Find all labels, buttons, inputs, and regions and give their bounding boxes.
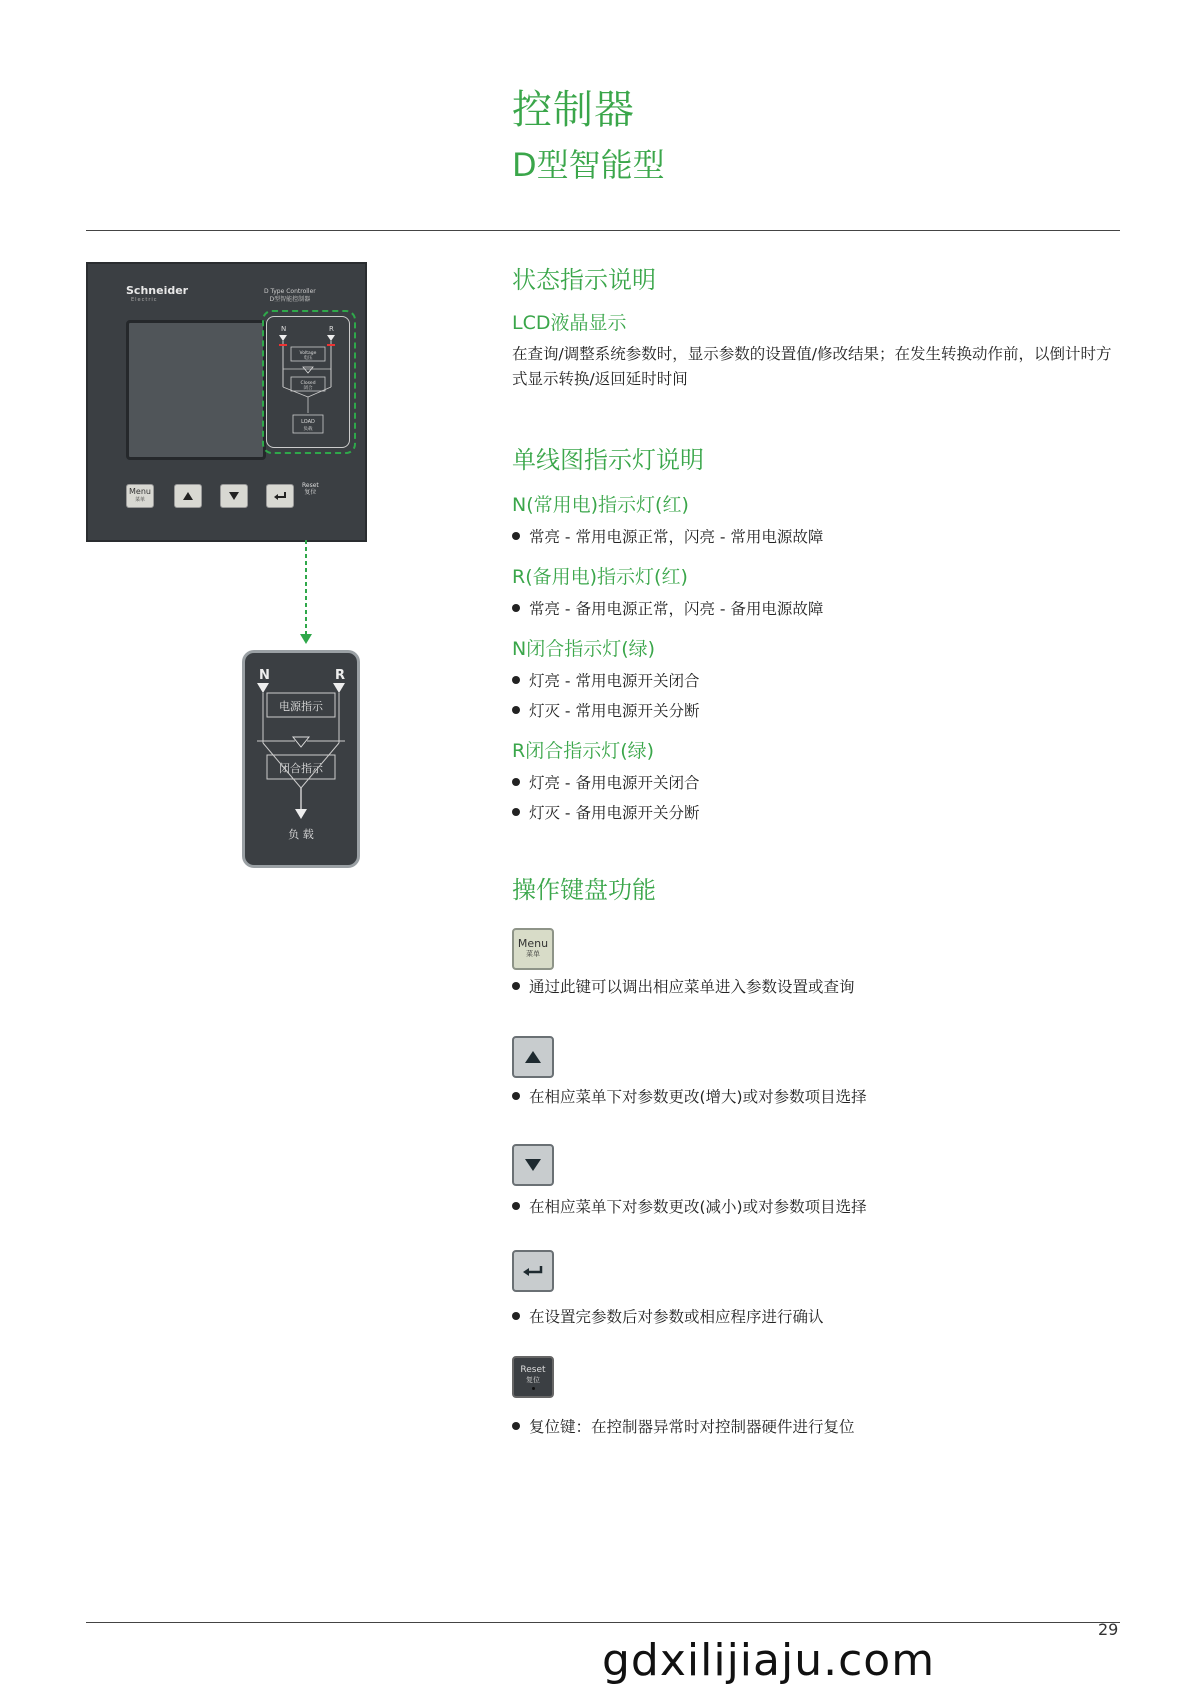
zoom-load: 负 载 <box>288 828 314 841</box>
single-line-panel <box>266 316 350 448</box>
zoom-n-label: N <box>259 668 270 683</box>
lcd-heading: LCD液晶显示 <box>512 312 627 334</box>
zoomed-diagram-icon <box>245 653 357 865</box>
header-divider <box>86 230 1120 231</box>
menu-key[interactable]: Menu 菜单 <box>126 484 154 508</box>
panel-voltage: Voltage <box>299 351 317 356</box>
status-heading: 状态指示说明 <box>512 266 656 294</box>
panel-closed: Closed <box>300 381 316 386</box>
list-item: 常亮 - 常用电源正常，闪亮 - 常用电源故障 <box>512 525 823 547</box>
up-arrow-key-icon <box>512 1036 554 1078</box>
menu-key-icon: Menu 菜单 <box>512 928 554 970</box>
list-item: 灯亮 - 常用电源开关闭合 <box>512 669 699 691</box>
indicator-heading: 单线图指示灯说明 <box>512 446 704 474</box>
indicator-r-close-title: R闭合指示灯(绿) <box>512 740 655 762</box>
indicator-n-close-title: N闭合指示灯(绿) <box>512 638 656 660</box>
up-key[interactable] <box>174 484 202 508</box>
keyboard-heading: 操作键盘功能 <box>512 876 656 904</box>
panel-load: LOAD <box>301 419 315 425</box>
lcd-description: 在查询/调整系统参数时，显示参数的设置值/修改结果；在发生转换动作前，以倒计时方式显示转换/返回延时时间 <box>512 345 1112 388</box>
website-watermark: gdxilijiaju.com <box>602 1635 936 1686</box>
panel-r-label: R <box>329 325 334 333</box>
list-item: 通过此键可以调出相应菜单进入参数设置或查询 <box>512 975 855 997</box>
reset-key[interactable]: Reset 复位 <box>302 482 319 496</box>
reset-key-icon: Reset 复位 <box>512 1356 554 1398</box>
zoom-close-indicator: 闭合指示 <box>279 762 323 775</box>
indicator-n-title: N(常用电)指示灯(红) <box>512 494 689 516</box>
list-item: 在相应菜单下对参数更改(减小)或对参数项目选择 <box>512 1195 867 1217</box>
indicator-r-title: R(备用电)指示灯(红) <box>512 566 688 588</box>
enter-key[interactable] <box>266 484 294 508</box>
panel-n-label: N <box>281 325 287 333</box>
model-label: D Type Controller D型智能控制器 <box>264 288 316 303</box>
brand-sub: Electric <box>131 297 158 303</box>
up-arrow-icon <box>182 491 194 501</box>
list-item: 在相应菜单下对参数更改(增大)或对参数项目选择 <box>512 1085 867 1107</box>
zoom-power-indicator: 电源指示 <box>279 700 323 713</box>
panel-closed-cn: 闭合 <box>303 386 313 391</box>
down-key[interactable] <box>220 484 248 508</box>
list-item: 在设置完参数后对参数或相应程序进行确认 <box>512 1305 824 1327</box>
footer-divider <box>86 1622 1120 1623</box>
zoom-connector-arrow-icon <box>296 540 316 648</box>
list-item: 复位键：在控制器异常时对控制器硬件进行复位 <box>512 1415 855 1437</box>
page-number: 29 <box>1098 1620 1119 1639</box>
brand-logo: Schneider <box>126 284 189 297</box>
panel-load-cn: 负载 <box>303 427 313 432</box>
list-item: 灯灭 - 常用电源开关分断 <box>512 699 699 721</box>
zoom-r-label: R <box>335 668 346 683</box>
enter-icon <box>273 491 287 501</box>
down-arrow-key-icon <box>512 1144 554 1186</box>
list-item: 灯亮 - 备用电源开关闭合 <box>512 771 699 793</box>
down-arrow-icon <box>228 491 240 501</box>
zoomed-panel <box>242 650 360 868</box>
lcd-screen <box>126 320 266 460</box>
list-item: 常亮 - 备用电源正常，闪亮 - 备用电源故障 <box>512 597 823 619</box>
page-title: 控制器 <box>512 87 635 133</box>
panel-voltage-cn: 电压 <box>303 356 313 361</box>
page-subtitle: D型智能型 <box>512 146 665 184</box>
controller-photo <box>86 262 367 542</box>
single-line-diagram-icon <box>267 317 349 447</box>
enter-key-icon <box>512 1250 554 1292</box>
list-item: 灯灭 - 备用电源开关分断 <box>512 801 699 823</box>
